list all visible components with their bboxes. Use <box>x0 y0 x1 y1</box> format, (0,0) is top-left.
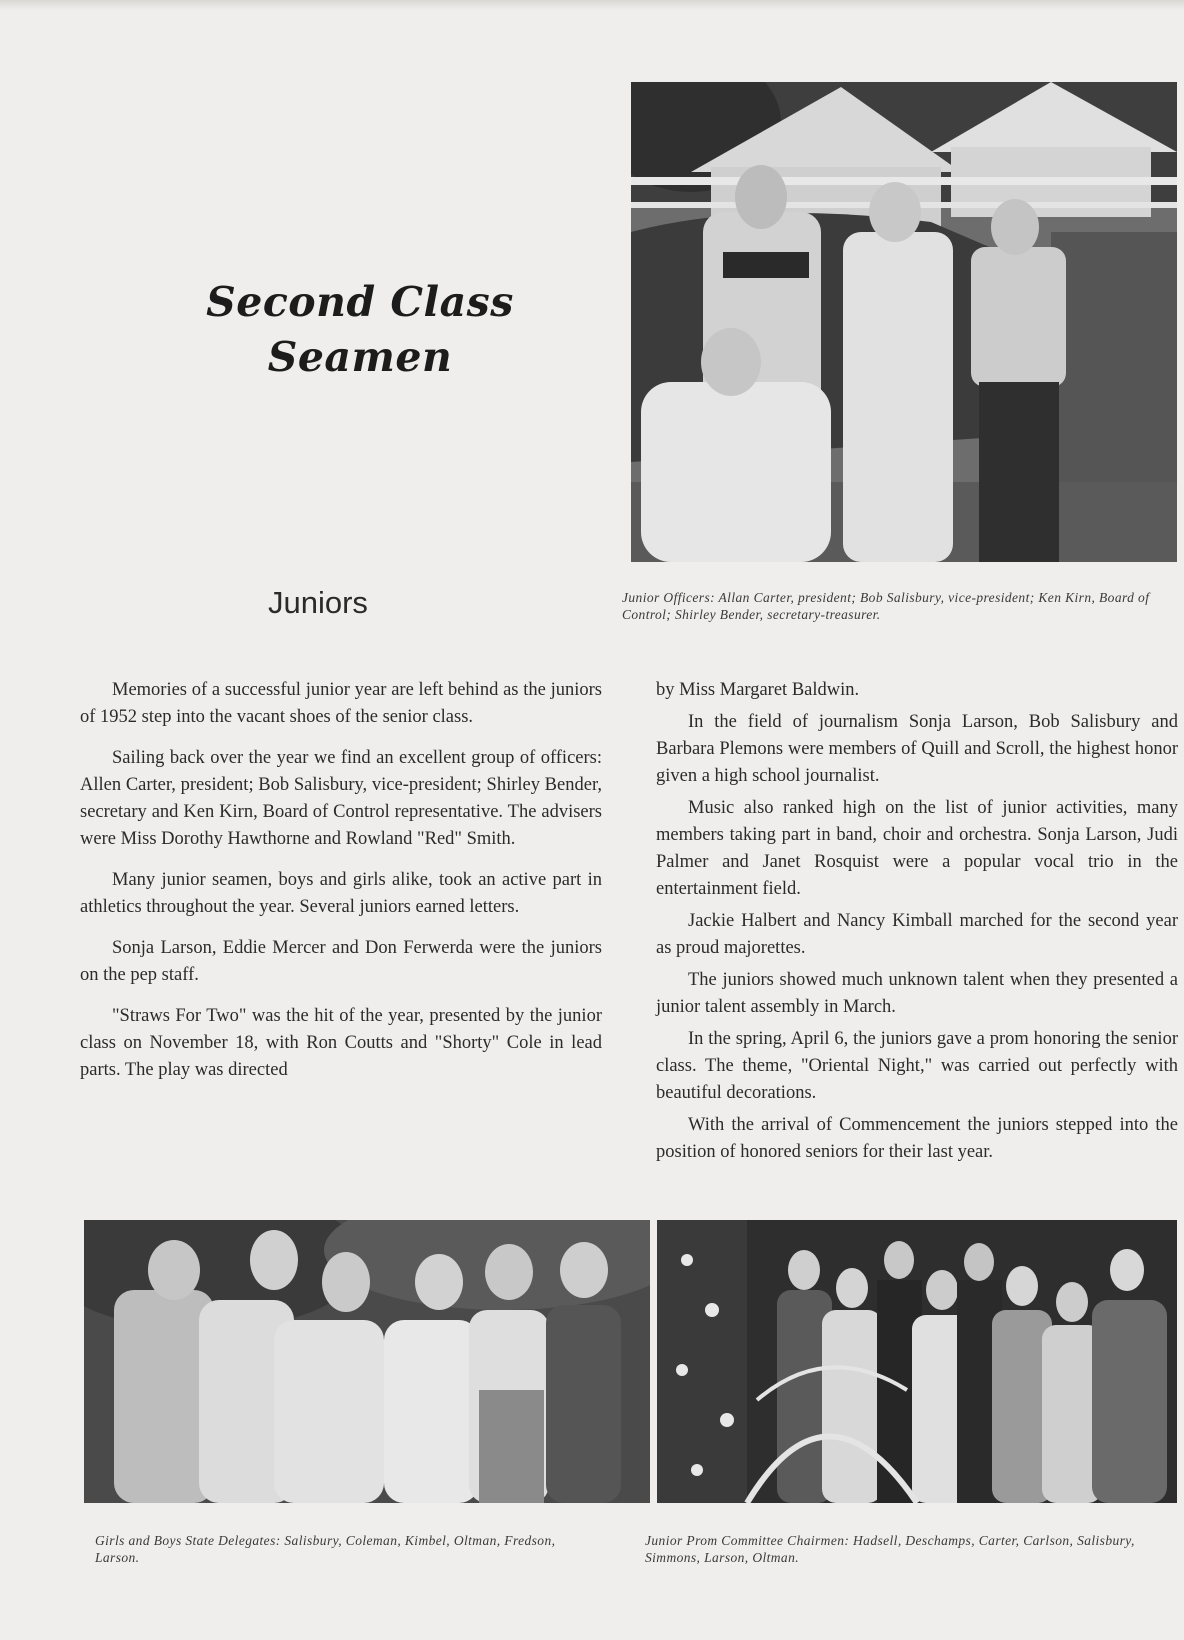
officers-caption: Junior Officers: Allan Carter, president; Bob Salisbury, vice-president; Ken Kirn, Board of Control; Shirley Bender, secretary-treasurer. <box>622 590 1150 622</box>
right-paragraph-3: Music also ranked high on the list of junior activities, many members taking part in band, choir and orchestra. Sonja Larson, Judi Palmer and Janet Rosquist were a popular vocal trio in the entertainment field. <box>656 798 1178 899</box>
left-paragraph-1: Memories of a successful junior year are left behind as the juniors of 1952 step into the vacant shoes of the senior class. <box>80 680 602 727</box>
right-paragraph-6: In the spring, April 6, the juniors gave a prom honoring the senior class. The theme, "Oriental Night," was carried out perfectly with beautiful decorations. <box>656 1029 1178 1103</box>
left-paragraph-3: Many junior seamen, boys and girls alike, took an active part in athletics throughout the year. Several juniors earned letters. <box>80 870 602 917</box>
left-paragraph-4: Sonja Larson, Eddie Mercer and Don Ferwerda were the juniors on the pep staff. <box>80 938 602 985</box>
prom-photo <box>657 1220 1177 1503</box>
right-paragraph-1: by Miss Margaret Baldwin. <box>656 680 860 700</box>
right-paragraph-7: With the arrival of Commencement the juniors stepped into the position of honored seniors for their last year. <box>656 1115 1178 1162</box>
prom-caption: Junior Prom Committee Chairmen: Hadsell, Deschamps, Carter, Carlson, Salisbury, Simmons, Larson, Oltman. <box>645 1533 1135 1565</box>
page-title-line1: Second Class <box>206 278 514 326</box>
page-title-line2: Seamen <box>267 333 453 381</box>
delegates-photo <box>84 1220 650 1503</box>
right-paragraph-2: In the field of journalism Sonja Larson, Bob Salisbury and Barbara Plemons were members of Quill and Scroll, the highest honor given a high school journalist. <box>656 712 1178 786</box>
left-paragraph-2: Sailing back over the year we find an excellent group of officers: Allen Carter, president; Bob Salisbury, vice-president; Shirley Bender, secretary and Ken Kirn, Board of Control representative. The advisers were Miss Dorothy Hawthorne and Rowland "Red" Smith. <box>80 748 602 849</box>
officers-photo <box>631 82 1177 562</box>
scan-edge <box>0 0 1184 10</box>
right-paragraph-5: The juniors showed much unknown talent when they presented a junior talent assembly in March. <box>656 970 1178 1017</box>
right-text-column <box>656 677 1178 1171</box>
page-title <box>200 275 520 385</box>
delegates-caption: Girls and Boys State Delegates: Salisbury, Coleman, Kimbel, Oltman, Fredson, Larson. <box>95 1533 556 1565</box>
left-text-column <box>80 677 602 1098</box>
right-paragraph-4: Jackie Halbert and Nancy Kimball marched for the second year as proud majorettes. <box>656 911 1178 958</box>
left-paragraph-5: "Straws For Two" was the hit of the year, presented by the junior class on November 18, with Ron Coutts and "Shorty" Cole in lead parts. The play was directed <box>80 1006 602 1080</box>
section-heading: Juniors <box>268 585 368 620</box>
